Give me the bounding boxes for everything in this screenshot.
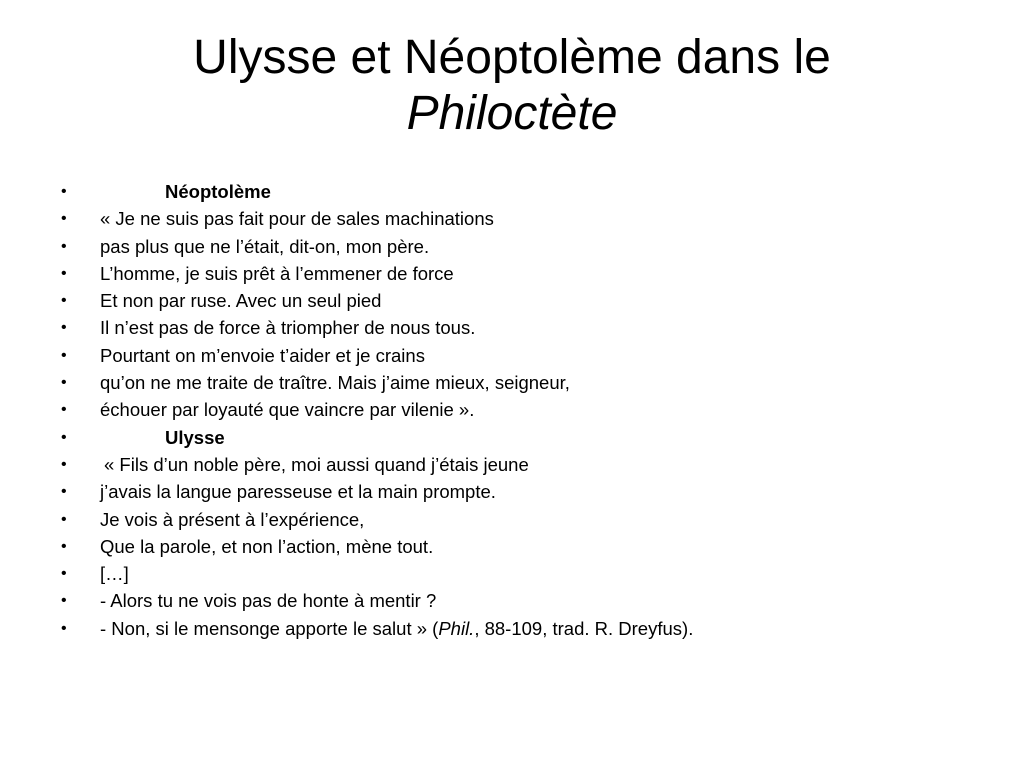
- bullet-icon: •: [61, 264, 67, 282]
- bullet-item: [0, 260, 1024, 287]
- bullet-item: [0, 615, 1024, 642]
- bullet-item: [0, 506, 1024, 533]
- bullet-icon: •: [61, 483, 67, 501]
- citation-line: [100, 615, 693, 642]
- verse-line: « Je ne suis pas fait pour de sales machinations: [100, 208, 494, 230]
- verse-line: Pourtant on m’envoie t’aider et je crains: [100, 344, 425, 366]
- bullet-item: [0, 587, 1024, 614]
- citation-text-before: - Non, si le mensonge apporte le salut » (: [100, 617, 439, 639]
- bullet-icon: •: [61, 292, 67, 310]
- bullet-icon: •: [61, 592, 67, 610]
- bullet-icon: •: [61, 346, 67, 364]
- bullet-icon: •: [61, 428, 67, 446]
- bullet-icon: •: [61, 210, 67, 228]
- bullet-icon: •: [61, 510, 67, 528]
- bullet-icon: •: [61, 183, 67, 200]
- bullet-item: [0, 560, 1024, 587]
- verse-line: « Fils d’un noble père, moi aussi quand j’étais jeune: [104, 453, 529, 475]
- slide-title: [0, 30, 1024, 142]
- bullet-item: [0, 533, 1024, 560]
- verse-line: j’avais la langue paresseuse et la main prompte.: [100, 481, 496, 503]
- citation-work-title: Phil.: [438, 617, 475, 639]
- bullet-icon: •: [61, 619, 67, 637]
- bullet-icon: •: [61, 565, 67, 583]
- slide-title-line-1: Ulysse et Néoptolème dans le: [193, 31, 831, 84]
- verse-line: pas plus que ne l’était, dit-on, mon père.: [100, 235, 430, 257]
- verse-line: Et non par ruse. Avec un seul pied: [100, 290, 382, 312]
- bullet-item: [0, 342, 1024, 369]
- bullet-item: [0, 369, 1024, 396]
- ellipsis-line: […]: [100, 563, 129, 585]
- bullet-list: [0, 178, 1024, 642]
- verse-line: - Alors tu ne vois pas de honte à mentir ?: [100, 590, 437, 612]
- bullet-item: [0, 451, 1024, 478]
- bullet-icon: •: [61, 455, 67, 473]
- bullet-item: [0, 424, 1024, 451]
- bullet-icon: •: [61, 537, 67, 555]
- citation-text-after: , 88-109, trad. R. Dreyfus).: [474, 617, 694, 639]
- bullet-icon: •: [61, 237, 67, 255]
- bullet-item: [0, 314, 1024, 341]
- bullet-icon: •: [61, 401, 67, 419]
- bullet-item: [0, 178, 1024, 205]
- bullet-item: [0, 205, 1024, 232]
- bullet-icon: •: [61, 319, 67, 337]
- bullet-icon: •: [61, 374, 67, 392]
- verse-line: Il n’est pas de force à triompher de nous tous.: [100, 317, 476, 339]
- speaker-label-neoptoleme: Néoptolème: [165, 181, 271, 202]
- verse-line: échouer par loyauté que vaincre par vilenie ».: [100, 399, 475, 421]
- verse-line: Que la parole, et non l’action, mène tout.: [100, 535, 434, 557]
- bullet-item: [0, 478, 1024, 505]
- slide-title-line-2: Philoctète: [406, 87, 618, 140]
- bullet-item: [0, 396, 1024, 423]
- bullet-item: [0, 287, 1024, 314]
- verse-line: Je vois à présent à l’expérience,: [100, 508, 365, 530]
- verse-line: qu’on ne me traite de traître. Mais j’aime mieux, seigneur,: [100, 372, 570, 394]
- speaker-label-ulysse: Ulysse: [165, 426, 225, 448]
- verse-line: L’homme, je suis prêt à l’emmener de force: [100, 262, 454, 284]
- bullet-item: [0, 233, 1024, 260]
